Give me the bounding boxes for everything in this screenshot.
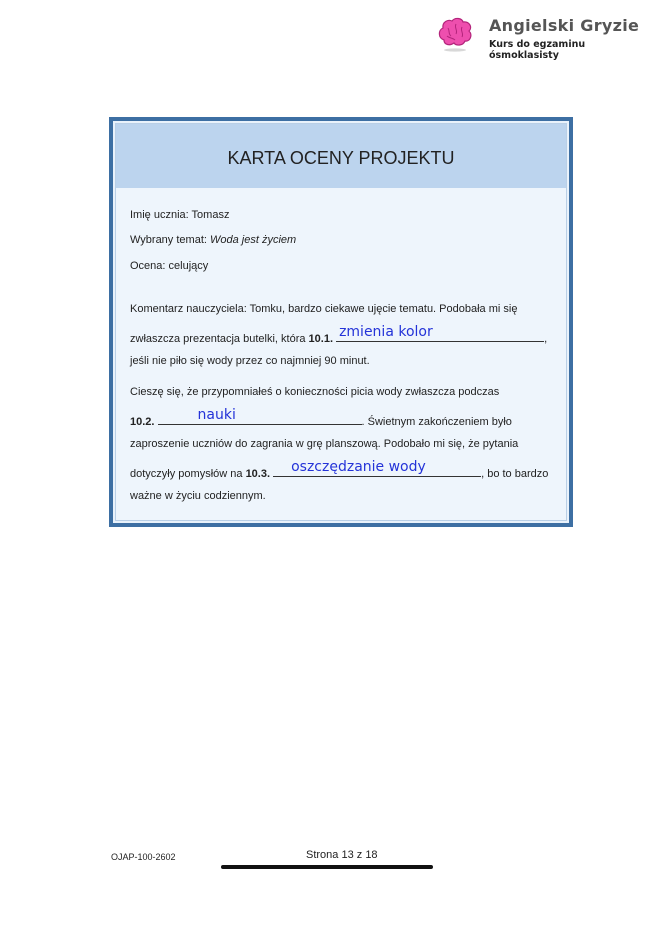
card-header — [116, 124, 566, 188]
gap-number-10-2: 10.2. — [130, 416, 155, 428]
student-name-line: Imię ucznia: Tomasz — [130, 209, 230, 221]
home-indicator-bar[interactable] — [221, 865, 433, 869]
gap-10-1-blank — [336, 324, 544, 342]
topic-line — [130, 234, 296, 246]
topic-value: Woda jest życiem — [210, 234, 297, 246]
comment-line-1: Komentarz nauczyciela: Tomku, bardzo ciekawe ujęcie tematu. Podobała mi się — [130, 303, 518, 315]
comment-text: . Świetnym zakończeniem było — [361, 416, 512, 428]
comment-line-7 — [130, 459, 549, 480]
gap-10-2-blank — [158, 407, 362, 425]
comment-line-3: jeśli nie piło się wody przez co najmniej 90 minut. — [130, 355, 370, 367]
comment-text: , — [544, 333, 548, 345]
comment-text: , bo to bardzo — [481, 468, 549, 480]
gap-number-10-1: 10.1. — [308, 333, 333, 345]
comment-line-8: ważne w życiu codziennym. — [130, 490, 266, 502]
gap-10-3-blank — [273, 459, 481, 477]
card-body — [115, 123, 567, 521]
comment-line-5 — [130, 407, 512, 428]
brand-title: Angielski Gryzie — [489, 16, 640, 35]
gap-10-2-answer: nauki — [197, 407, 236, 423]
comment-line-4: Cieszę się, że przypomniałeś o konieczności picia wody zwłaszcza podczas — [130, 386, 500, 398]
grade-line: Ocena: celujący — [130, 260, 209, 272]
exam-code: OJAP-100-2602 — [111, 852, 176, 862]
gap-10-3-answer: oszczędzanie wody — [291, 459, 426, 475]
gap-10-1-answer: zmienia kolor — [339, 324, 433, 340]
comment-line-2 — [130, 324, 548, 345]
brain-icon — [436, 16, 474, 52]
brand-subtitle: Kurs do egzaminu ósmoklasisty — [489, 39, 586, 61]
comment-text: dotyczyły pomysłów na — [130, 468, 243, 480]
card-title: KARTA OCENY PROJEKTU — [227, 148, 455, 168]
project-evaluation-card — [109, 117, 573, 527]
brand-header — [436, 14, 656, 61]
comment-text: zwłaszcza prezentacja butelki, która — [130, 333, 306, 345]
page-number: Strona 13 z 18 — [306, 849, 378, 861]
topic-label: Wybrany temat: — [130, 234, 207, 246]
gap-number-10-3: 10.3. — [245, 468, 271, 480]
comment-line-6: zaproszenie uczniów do zagrania w grę planszową. Podobało mi się, że pytania — [130, 438, 519, 450]
